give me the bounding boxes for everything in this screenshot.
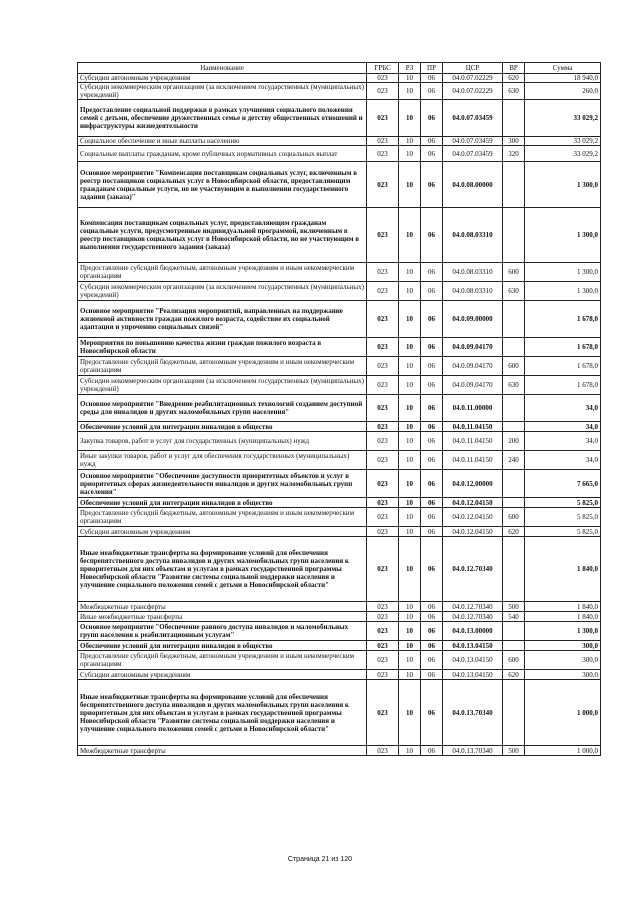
cell-vr: 630 xyxy=(503,282,525,301)
cell-rz: 10 xyxy=(399,470,421,498)
cell-csr: 04.0.08.00000 xyxy=(443,162,503,208)
cell-sum: 5 825,0 xyxy=(525,508,601,527)
cell-vr: 600 xyxy=(503,651,525,670)
cell-grbs: 023 xyxy=(367,208,399,263)
cell-grbs: 023 xyxy=(367,602,399,612)
cell-csr: 04.0.07.03459 xyxy=(443,146,503,162)
cell-pr: 06 xyxy=(421,146,443,162)
cell-grbs: 023 xyxy=(367,746,399,756)
cell-sum: 300,0 xyxy=(525,670,601,680)
cell-pr: 06 xyxy=(421,651,443,670)
cell-name: Социальное обеспечение и иные выплаты населению xyxy=(78,137,367,146)
cell-rz: 10 xyxy=(399,612,421,622)
cell-grbs: 023 xyxy=(367,74,399,83)
table-row xyxy=(78,537,601,602)
cell-vr xyxy=(503,162,525,208)
cell-grbs: 023 xyxy=(367,612,399,622)
cell-csr: 04.0.07.03459 xyxy=(443,100,503,137)
cell-sum: 1 300,0 xyxy=(525,162,601,208)
budget-table-container xyxy=(77,62,600,756)
header-csr: ЦСР xyxy=(443,63,503,74)
cell-pr: 06 xyxy=(421,451,443,470)
cell-sum: 1 840,0 xyxy=(525,602,601,612)
cell-pr: 06 xyxy=(421,612,443,622)
cell-pr: 06 xyxy=(421,395,443,422)
cell-pr: 06 xyxy=(421,641,443,651)
cell-vr xyxy=(503,395,525,422)
cell-csr: 04.0.13.70340 xyxy=(443,680,503,746)
cell-csr: 04.0.09.04170 xyxy=(443,338,503,357)
cell-pr: 06 xyxy=(421,470,443,498)
table-row xyxy=(78,282,601,301)
table-row xyxy=(78,83,601,100)
cell-name: Обеспечение условий для интеграции инвалидов в общество xyxy=(78,498,367,508)
cell-name: Межбюджетные трансферты xyxy=(78,602,367,612)
cell-pr: 06 xyxy=(421,498,443,508)
cell-pr: 06 xyxy=(421,137,443,146)
cell-rz: 10 xyxy=(399,651,421,670)
cell-name: Иные межбюджетные трансферты на формирование условий для обеспечения беспрепятственного доступа инвалидов и других маломобильных групп населения к приоритетным для них объектам и услугам в рамках государственной программы Новосибирской области "Развитие системы социальной поддержки населения и улучшение социального положения семей с детьми в Новосибирской области" xyxy=(78,680,367,746)
cell-rz: 10 xyxy=(399,670,421,680)
cell-vr: 500 xyxy=(503,602,525,612)
cell-sum: 1 300,0 xyxy=(525,263,601,282)
table-header-row xyxy=(78,63,601,74)
cell-sum: 34,0 xyxy=(525,432,601,451)
cell-vr: 500 xyxy=(503,746,525,756)
cell-name: Предоставление субсидий бюджетным, автономным учреждениям и иным некоммерческим организациям xyxy=(78,508,367,527)
cell-rz: 10 xyxy=(399,162,421,208)
table-row xyxy=(78,612,601,622)
cell-vr: 630 xyxy=(503,83,525,100)
cell-sum: 33 029,2 xyxy=(525,137,601,146)
cell-vr: 600 xyxy=(503,357,525,376)
header-vr: ВР xyxy=(503,63,525,74)
cell-grbs: 023 xyxy=(367,470,399,498)
cell-csr: 04.0.12.04150 xyxy=(443,498,503,508)
cell-csr: 04.0.11.04150 xyxy=(443,451,503,470)
table-row xyxy=(78,301,601,338)
cell-name: Обеспечение условий для интеграции инвалидов в общество xyxy=(78,641,367,651)
cell-rz: 10 xyxy=(399,74,421,83)
table-row xyxy=(78,162,601,208)
cell-pr: 06 xyxy=(421,162,443,208)
cell-vr xyxy=(503,208,525,263)
cell-csr: 04.0.08.03310 xyxy=(443,263,503,282)
cell-rz: 10 xyxy=(399,301,421,338)
cell-pr: 06 xyxy=(421,746,443,756)
cell-sum: 260,0 xyxy=(525,83,601,100)
cell-grbs: 023 xyxy=(367,395,399,422)
cell-pr: 06 xyxy=(421,338,443,357)
table-row xyxy=(78,100,601,137)
cell-grbs: 023 xyxy=(367,301,399,338)
cell-name: Основное мероприятие "Компенсация поставщикам социальных услуг, включенным в реестр поставщиков социальных услуг в Новосибирской области, предоставляющим гражданам социальные услуги, но не участвующим в выполнении государственного задания (заказа)" xyxy=(78,162,367,208)
cell-name: Основное мероприятие "Обеспечение равного доступа инвалидов и маломобильных групп населения к реабилитационным услугам" xyxy=(78,622,367,641)
cell-vr: 620 xyxy=(503,74,525,83)
table-row xyxy=(78,527,601,537)
cell-name: Иные закупки товаров, работ и услуг для обеспечения государственных (муниципальных) нужд xyxy=(78,451,367,470)
cell-vr xyxy=(503,641,525,651)
table-row xyxy=(78,641,601,651)
table-row xyxy=(78,422,601,432)
cell-sum: 1 300,0 xyxy=(525,208,601,263)
cell-csr: 04.0.12.04150 xyxy=(443,508,503,527)
cell-sum: 34,0 xyxy=(525,451,601,470)
cell-rz: 10 xyxy=(399,395,421,422)
cell-sum: 34,0 xyxy=(525,395,601,422)
cell-csr: 04.0.13.04150 xyxy=(443,641,503,651)
cell-sum: 34,0 xyxy=(525,422,601,432)
cell-csr: 04.0.12.04150 xyxy=(443,527,503,537)
cell-grbs: 023 xyxy=(367,376,399,395)
cell-name: Обеспечение условий для интеграции инвалидов в общество xyxy=(78,422,367,432)
cell-name: Основное мероприятие "Реализация мероприятий, направленных на поддержание жизненной активности граждан пожилого возраста, содействие их социальной адаптации и упрочению социальных связей" xyxy=(78,301,367,338)
table-row xyxy=(78,746,601,756)
cell-rz: 10 xyxy=(399,137,421,146)
cell-rz: 10 xyxy=(399,338,421,357)
cell-csr: 04.0.07.02229 xyxy=(443,74,503,83)
cell-name: Субсидии автономным учреждениям xyxy=(78,527,367,537)
cell-pr: 06 xyxy=(421,357,443,376)
cell-vr: 600 xyxy=(503,263,525,282)
cell-rz: 10 xyxy=(399,357,421,376)
cell-vr: 600 xyxy=(503,508,525,527)
cell-csr: 04.0.13.04150 xyxy=(443,651,503,670)
page-footer: Страница 21 из 120 xyxy=(287,856,353,863)
table-row xyxy=(78,395,601,422)
table-row xyxy=(78,622,601,641)
table-row xyxy=(78,508,601,527)
cell-vr: 300 xyxy=(503,137,525,146)
cell-rz: 10 xyxy=(399,622,421,641)
cell-vr: 200 xyxy=(503,432,525,451)
cell-vr xyxy=(503,680,525,746)
cell-pr: 06 xyxy=(421,508,443,527)
cell-rz: 10 xyxy=(399,451,421,470)
cell-pr: 06 xyxy=(421,83,443,100)
cell-vr xyxy=(503,422,525,432)
table-row xyxy=(78,357,601,376)
cell-sum: 1 840,0 xyxy=(525,612,601,622)
cell-rz: 10 xyxy=(399,498,421,508)
table-row xyxy=(78,338,601,357)
cell-vr xyxy=(503,301,525,338)
cell-pr: 06 xyxy=(421,208,443,263)
cell-rz: 10 xyxy=(399,527,421,537)
cell-pr: 06 xyxy=(421,670,443,680)
cell-csr: 04.0.09.04170 xyxy=(443,376,503,395)
cell-rz: 10 xyxy=(399,746,421,756)
cell-sum: 1 678,0 xyxy=(525,338,601,357)
table-row xyxy=(78,602,601,612)
table-row xyxy=(78,451,601,470)
cell-pr: 06 xyxy=(421,432,443,451)
cell-sum: 300,0 xyxy=(525,641,601,651)
cell-grbs: 023 xyxy=(367,432,399,451)
cell-grbs: 023 xyxy=(367,641,399,651)
cell-sum: 1 678,0 xyxy=(525,301,601,338)
cell-rz: 10 xyxy=(399,432,421,451)
cell-name: Основное мероприятие "Обеспечение доступности приоритетных объектов и услуг в приоритетных сферах жизнедеятельности инвалидов и других маломобильных групп населения" xyxy=(78,470,367,498)
cell-name: Основное мероприятие "Внедрение реабилитационных технологий созданием доступной среды для инвалидов и других маломобильных групп населения" xyxy=(78,395,367,422)
cell-pr: 06 xyxy=(421,680,443,746)
table-row xyxy=(78,74,601,83)
cell-grbs: 023 xyxy=(367,338,399,357)
cell-pr: 06 xyxy=(421,263,443,282)
cell-sum: 1 000,0 xyxy=(525,680,601,746)
cell-name: Субсидии некоммерческим организациям (за исключением государственных (муниципальных) учреждений) xyxy=(78,83,367,100)
budget-table xyxy=(77,62,601,756)
cell-grbs: 023 xyxy=(367,508,399,527)
cell-csr: 04.0.12.70340 xyxy=(443,612,503,622)
cell-name: Субсидии некоммерческим организациям (за исключением государственных (муниципальных) учреждений) xyxy=(78,282,367,301)
cell-csr: 04.0.07.02229 xyxy=(443,83,503,100)
cell-pr: 06 xyxy=(421,100,443,137)
cell-name: Субсидии автономным учреждениям xyxy=(78,670,367,680)
cell-sum: 5 825,0 xyxy=(525,527,601,537)
table-row xyxy=(78,208,601,263)
header-pr: ПР xyxy=(421,63,443,74)
table-body xyxy=(78,74,601,756)
cell-sum: 1 678,0 xyxy=(525,376,601,395)
cell-grbs: 023 xyxy=(367,162,399,208)
cell-rz: 10 xyxy=(399,146,421,162)
cell-grbs: 023 xyxy=(367,527,399,537)
table-row xyxy=(78,680,601,746)
cell-name: Социальные выплаты гражданам, кроме публичных нормативных социальных выплат xyxy=(78,146,367,162)
cell-csr: 04.0.12.70340 xyxy=(443,537,503,602)
table-row xyxy=(78,432,601,451)
cell-sum: 1 300,0 xyxy=(525,282,601,301)
cell-sum: 1 678,0 xyxy=(525,357,601,376)
cell-name: Предоставление социальной поддержки в рамках улучшения социального положения семей с детьми, обеспечение дружественных семье и детству общественных отношений и инфраструктуры жизнедеятельности xyxy=(78,100,367,137)
cell-csr: 04.0.12.70340 xyxy=(443,602,503,612)
cell-vr xyxy=(503,100,525,137)
cell-sum: 33 029,2 xyxy=(525,100,601,137)
table-row xyxy=(78,651,601,670)
cell-rz: 10 xyxy=(399,422,421,432)
cell-grbs: 023 xyxy=(367,282,399,301)
cell-name: Предоставление субсидий бюджетным, автономным учреждениям и иным некоммерческим организациям xyxy=(78,651,367,670)
cell-grbs: 023 xyxy=(367,622,399,641)
cell-grbs: 023 xyxy=(367,137,399,146)
cell-csr: 04.0.08.03310 xyxy=(443,208,503,263)
cell-pr: 06 xyxy=(421,301,443,338)
cell-csr: 04.0.12.00000 xyxy=(443,470,503,498)
cell-vr xyxy=(503,498,525,508)
cell-name: Иные межбюджетные трансферты xyxy=(78,612,367,622)
cell-vr xyxy=(503,622,525,641)
cell-vr: 240 xyxy=(503,451,525,470)
cell-rz: 10 xyxy=(399,641,421,651)
header-grbs: ГРБС xyxy=(367,63,399,74)
cell-vr xyxy=(503,338,525,357)
cell-sum: 1 840,0 xyxy=(525,537,601,602)
cell-csr: 04.0.08.03310 xyxy=(443,282,503,301)
cell-sum: 18 940,0 xyxy=(525,74,601,83)
cell-rz: 10 xyxy=(399,100,421,137)
cell-vr: 540 xyxy=(503,612,525,622)
cell-sum: 1 000,0 xyxy=(525,746,601,756)
table-row xyxy=(78,146,601,162)
cell-rz: 10 xyxy=(399,508,421,527)
cell-rz: 10 xyxy=(399,263,421,282)
cell-grbs: 023 xyxy=(367,537,399,602)
cell-sum: 7 665,0 xyxy=(525,470,601,498)
cell-sum: 33 029,2 xyxy=(525,146,601,162)
cell-grbs: 023 xyxy=(367,422,399,432)
cell-grbs: 023 xyxy=(367,651,399,670)
cell-rz: 10 xyxy=(399,83,421,100)
cell-name: Компенсация поставщикам социальных услуг, предоставляющим гражданам социальные услуги, предусмотренные индивидуальной программой, включенным в реестр поставщиков социальных услуг в Новосибирской области, но не участвующим в выполнении государственного задания (заказа) xyxy=(78,208,367,263)
cell-csr: 04.0.07.03459 xyxy=(443,137,503,146)
cell-grbs: 023 xyxy=(367,670,399,680)
cell-csr: 04.0.09.04170 xyxy=(443,357,503,376)
header-rz: РЗ xyxy=(399,63,421,74)
cell-rz: 10 xyxy=(399,282,421,301)
cell-csr: 04.0.13.70340 xyxy=(443,746,503,756)
cell-csr: 04.0.11.04150 xyxy=(443,432,503,451)
table-row xyxy=(78,470,601,498)
cell-csr: 04.0.09.00000 xyxy=(443,301,503,338)
cell-csr: 04.0.13.00000 xyxy=(443,622,503,641)
cell-vr: 630 xyxy=(503,376,525,395)
cell-pr: 06 xyxy=(421,376,443,395)
cell-name: Предоставление субсидий бюджетным, автономным учреждениям и иным некоммерческим организациям xyxy=(78,263,367,282)
cell-pr: 06 xyxy=(421,602,443,612)
cell-grbs: 023 xyxy=(367,263,399,282)
cell-grbs: 023 xyxy=(367,100,399,137)
cell-rz: 10 xyxy=(399,376,421,395)
cell-grbs: 023 xyxy=(367,451,399,470)
cell-name: Субсидии некоммерческим организациям (за исключением государственных (муниципальных) учреждений) xyxy=(78,376,367,395)
cell-vr xyxy=(503,470,525,498)
header-sum: Сумма xyxy=(525,63,601,74)
header-name: Наименование xyxy=(78,63,367,74)
cell-pr: 06 xyxy=(421,422,443,432)
cell-csr: 04.0.11.00000 xyxy=(443,395,503,422)
cell-sum: 300,0 xyxy=(525,651,601,670)
cell-grbs: 023 xyxy=(367,146,399,162)
cell-pr: 06 xyxy=(421,527,443,537)
table-row xyxy=(78,376,601,395)
cell-rz: 10 xyxy=(399,680,421,746)
cell-pr: 06 xyxy=(421,537,443,602)
cell-grbs: 023 xyxy=(367,357,399,376)
cell-csr: 04.0.11.04150 xyxy=(443,422,503,432)
cell-sum: 5 825,0 xyxy=(525,498,601,508)
cell-name: Иные межбюджетные трансферты на формирование условий для обеспечения беспрепятственного доступа инвалидов и других маломобильных групп населения к приоритетным для них объектам и услугам в рамках государственной программы Новосибирской области "Развитие системы социальной поддержки населения и улучшение социального положения семей с детьми в Новосибирской области" xyxy=(78,537,367,602)
table-row xyxy=(78,498,601,508)
cell-vr: 620 xyxy=(503,527,525,537)
cell-vr: 620 xyxy=(503,670,525,680)
cell-name: Предоставление субсидий бюджетным, автономным учреждениям и иным некоммерческим организациям xyxy=(78,357,367,376)
cell-grbs: 023 xyxy=(367,83,399,100)
cell-csr: 04.0.13.04150 xyxy=(443,670,503,680)
cell-rz: 10 xyxy=(399,537,421,602)
table-row xyxy=(78,137,601,146)
cell-sum: 1 300,0 xyxy=(525,622,601,641)
cell-name: Субсидии автономным учреждениям xyxy=(78,74,367,83)
cell-vr xyxy=(503,537,525,602)
cell-name: Закупка товаров, работ и услуг для государственных (муниципальных) нужд xyxy=(78,432,367,451)
cell-grbs: 023 xyxy=(367,680,399,746)
table-row xyxy=(78,263,601,282)
cell-name: Межбюджетные трансферты xyxy=(78,746,367,756)
cell-name: Мероприятия по повышению качества жизни граждан пожилого возраста в Новосибирской области xyxy=(78,338,367,357)
cell-vr: 320 xyxy=(503,146,525,162)
cell-pr: 06 xyxy=(421,282,443,301)
cell-pr: 06 xyxy=(421,622,443,641)
cell-pr: 06 xyxy=(421,74,443,83)
cell-rz: 10 xyxy=(399,208,421,263)
table-row xyxy=(78,670,601,680)
cell-rz: 10 xyxy=(399,602,421,612)
cell-grbs: 023 xyxy=(367,498,399,508)
